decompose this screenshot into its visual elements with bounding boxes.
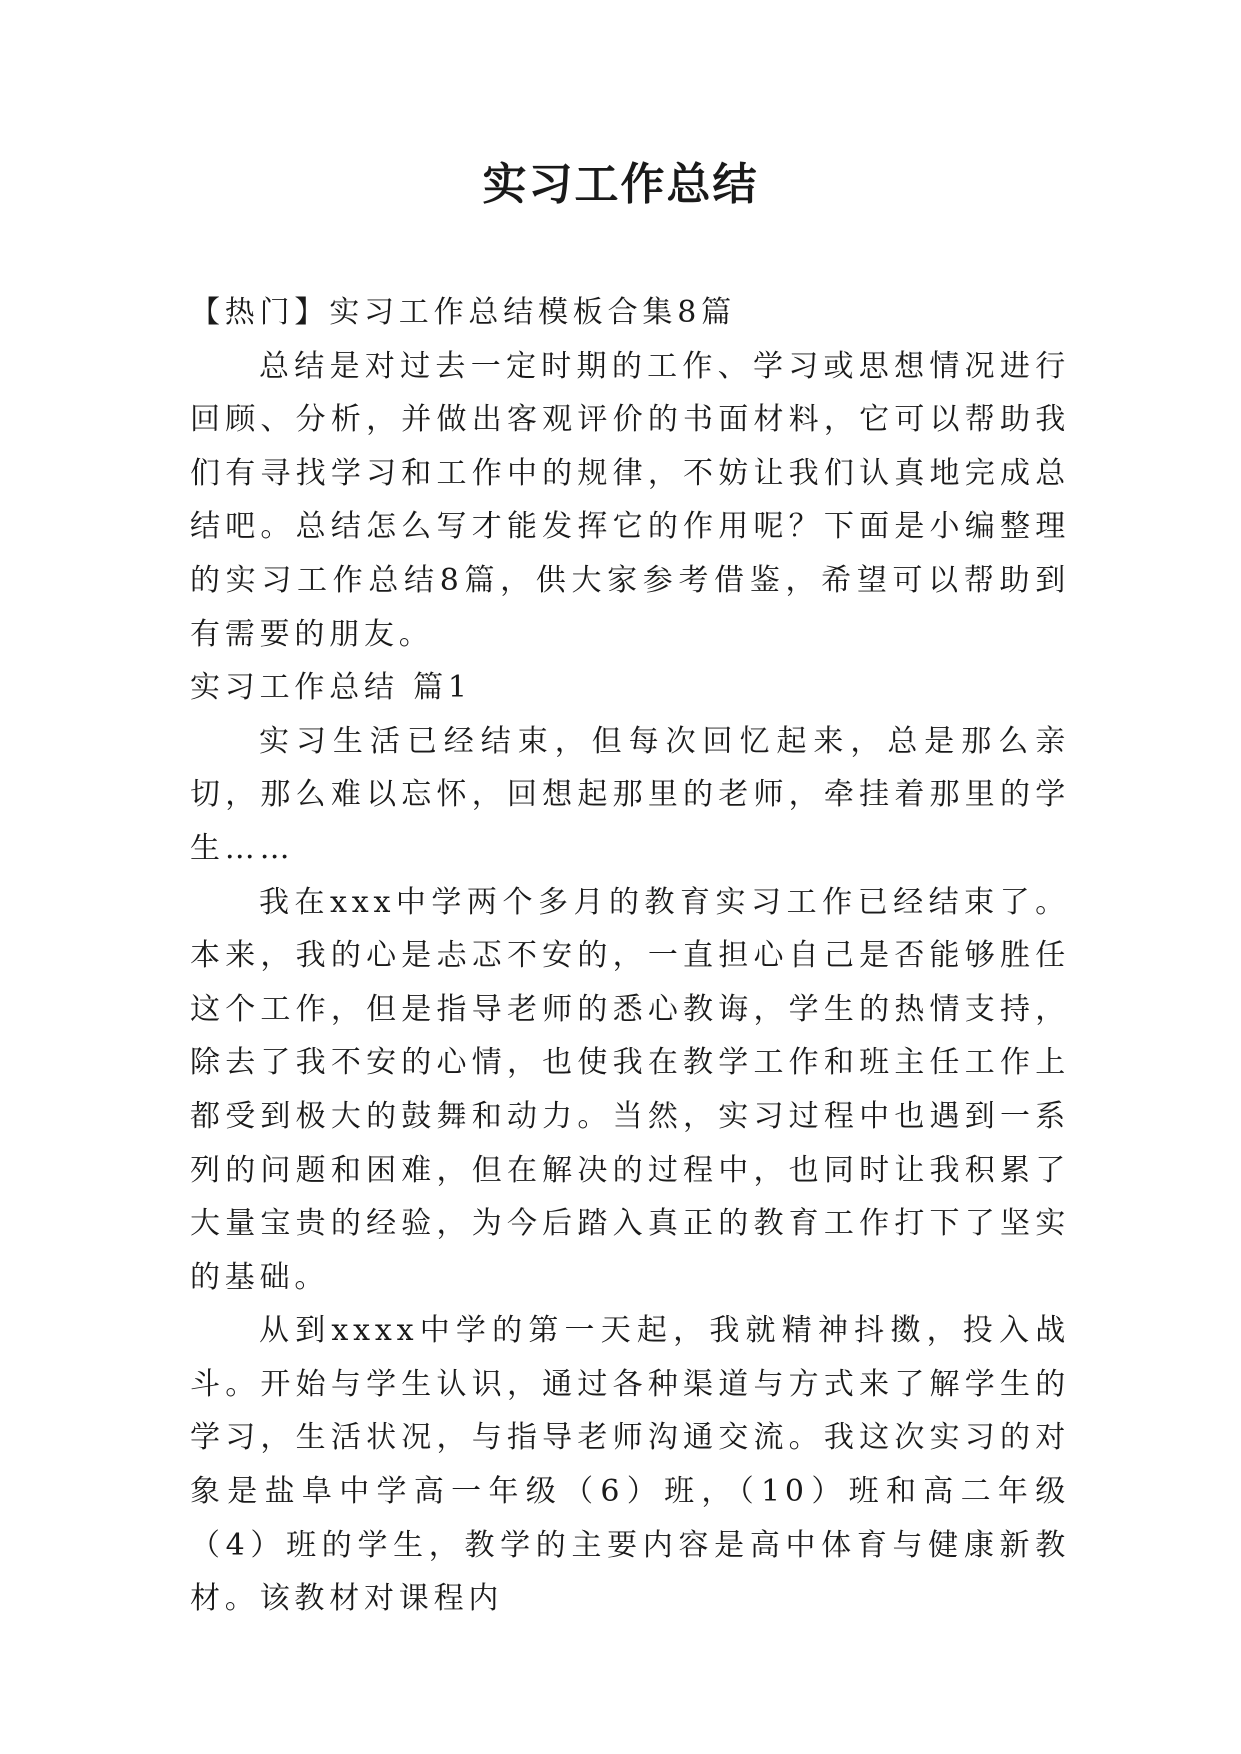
body-paragraph-3: 从到xxxx中学的第一天起，我就精神抖擞，投入战斗。开始与学生认识，通过各种渠道与方式来了解学生的学习，生活状况，与指导老师沟通交流。我这次实习的对象是盐阜中学高一年级（6）班，（10）班和高二年级（4）班的学生，教学的主要内容是高中体育与健康新教材。该教材对课程内	[190, 1313, 1070, 1617]
section-heading: 实习工作总结 篇1	[190, 670, 472, 706]
document-subtitle: 【热门】实习工作总结模板合集8篇	[190, 295, 736, 330]
document-body	[190, 286, 1070, 1626]
document-title: 实习工作总结	[482, 159, 759, 210]
body-paragraph-2: 我在xxx中学两个多月的教育实习工作已经结束了。本来，我的心是忐忑不安的，一直担心自己是否能够胜任这个工作，但是指导老师的悉心教诲，学生的热情支持，除去了我不安的心情，也使我在教学工作和班主任工作上都受到极大的鼓舞和动力。当然，实习过程中也遇到一系列的问题和困难，但在解决的过程中，也同时让我积累了大量宝贵的经验，为今后踏入真正的教育工作打下了坚实的基础。	[190, 884, 1070, 1295]
body-paragraph-1: 实习生活已经结束，但每次回忆起来，总是那么亲切，那么难以忘怀，回想起那里的老师，牵挂着那里的学生……	[190, 723, 1070, 866]
intro-paragraph: 总结是对过去一定时期的工作、学习或思想情况进行回顾、分析，并做出客观评价的书面材料，它可以帮助我们有寻找学习和工作中的规律，不妨让我们认真地完成总结吧。总结怎么写才能发挥它的作用呢？下面是小编整理的实习工作总结8篇，供大家参考借鉴，希望可以帮助到有需要的朋友。	[190, 348, 1070, 652]
